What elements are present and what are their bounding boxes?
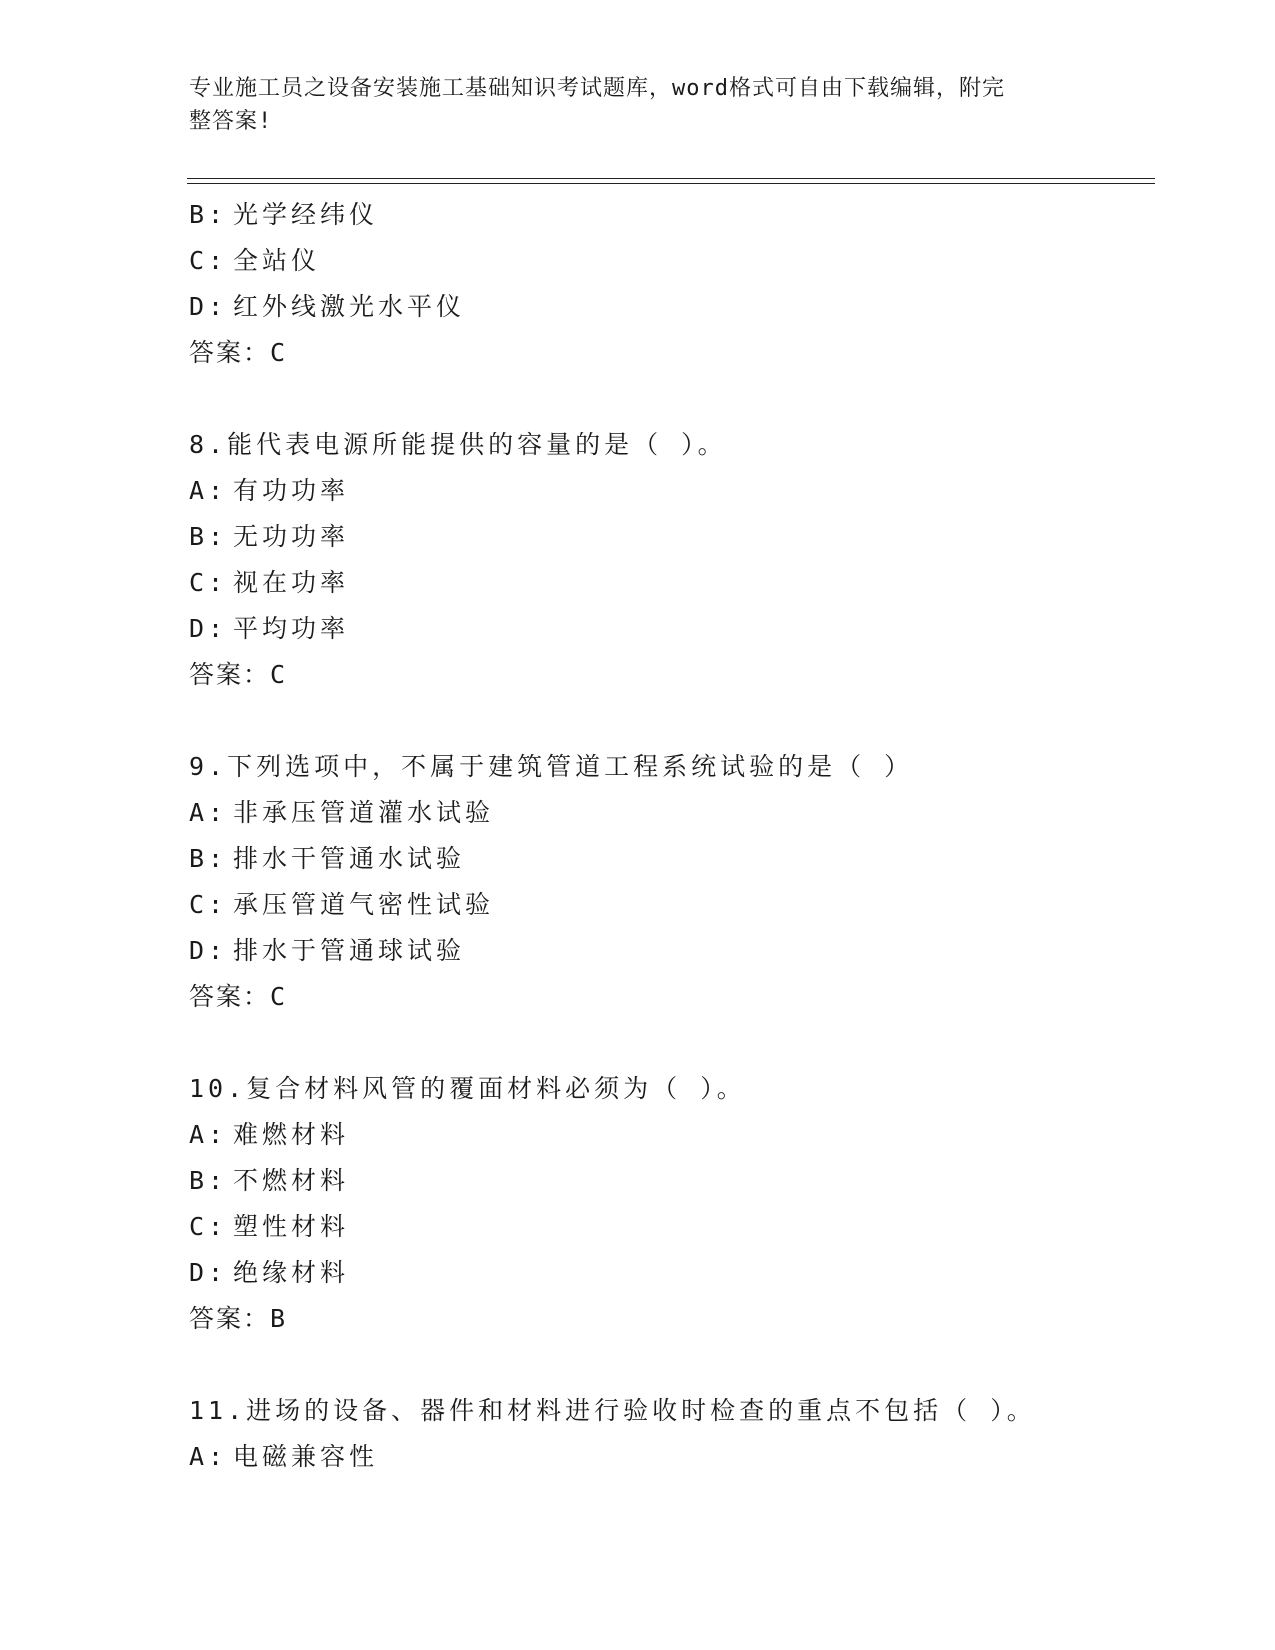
option-text: 有功功率 <box>233 476 350 505</box>
question-stem: 8.能代表电源所能提供的容量的是（ ）。 <box>189 430 727 459</box>
option-line <box>189 1250 1149 1296</box>
option-text: 平均功率 <box>233 614 350 643</box>
question-stem: 10.复合材料风管的覆面材料必须为（ ）。 <box>189 1074 746 1103</box>
option-letter: B: <box>189 522 228 551</box>
option-text: 光学经纬仪 <box>233 200 379 229</box>
option-line <box>189 882 1149 928</box>
answer-line <box>189 974 1149 1020</box>
question-stem: 11.进场的设备、器件和材料进行验收时检查的重点不包括（ ）。 <box>189 1396 1036 1425</box>
answer-value: C <box>270 338 288 367</box>
answer-label: 答案： <box>189 338 271 367</box>
answer-label: 答案： <box>189 982 271 1011</box>
header-divider-top <box>187 178 1155 179</box>
option-text: 不燃材料 <box>233 1166 350 1195</box>
option-letter: C: <box>189 246 228 275</box>
option-line <box>189 928 1149 974</box>
option-letter: D: <box>189 292 228 321</box>
option-line <box>189 1204 1149 1250</box>
option-text: 全站仪 <box>233 246 321 275</box>
option-line <box>189 238 1149 284</box>
answer-value: C <box>270 982 288 1011</box>
question-block <box>189 744 1149 1020</box>
option-line <box>189 1158 1149 1204</box>
option-letter: A: <box>189 1120 228 1149</box>
option-letter: D: <box>189 614 228 643</box>
answer-label: 答案： <box>189 1304 271 1333</box>
option-text: 绝缘材料 <box>233 1258 350 1287</box>
answer-line <box>189 1296 1149 1342</box>
option-letter: D: <box>189 936 228 965</box>
option-text: 承压管道气密性试验 <box>233 890 495 919</box>
question-list <box>189 192 1149 1480</box>
option-line <box>189 836 1149 882</box>
question-block <box>189 422 1149 698</box>
option-text: 无功功率 <box>233 522 350 551</box>
question-block <box>189 1066 1149 1342</box>
question-block <box>189 1388 1149 1480</box>
option-text: 非承压管道灌水试验 <box>233 798 495 827</box>
previous-question-block <box>189 192 1149 376</box>
option-line <box>189 1112 1149 1158</box>
option-letter: C: <box>189 1212 228 1241</box>
option-letter: B: <box>189 844 228 873</box>
option-text: 塑性材料 <box>233 1212 350 1241</box>
option-letter: A: <box>189 798 228 827</box>
option-letter: A: <box>189 1442 228 1471</box>
answer-value: B <box>270 1304 288 1333</box>
option-line <box>189 560 1149 606</box>
option-line <box>189 192 1149 238</box>
question-stem: 9.下列选项中，不属于建筑管道工程系统试验的是（ ） <box>189 752 914 781</box>
answer-line <box>189 652 1149 698</box>
option-line <box>189 790 1149 836</box>
option-line <box>189 606 1149 652</box>
answer-value: C <box>270 660 288 689</box>
option-text: 排水于管通球试验 <box>233 936 466 965</box>
option-text: 难燃材料 <box>233 1120 350 1149</box>
option-text: 红外线激光水平仪 <box>233 292 466 321</box>
header-line-2: 整答案! <box>189 109 273 134</box>
document-header <box>189 72 1069 138</box>
option-line <box>189 284 1149 330</box>
option-letter: C: <box>189 568 228 597</box>
answer-label: 答案： <box>189 660 271 689</box>
option-line <box>189 1434 1149 1480</box>
option-text: 排水干管通水试验 <box>233 844 466 873</box>
option-line <box>189 514 1149 560</box>
option-letter: A: <box>189 476 228 505</box>
option-letter: B: <box>189 200 228 229</box>
option-text: 电磁兼容性 <box>233 1442 379 1471</box>
option-letter: D: <box>189 1258 228 1287</box>
option-line <box>189 468 1149 514</box>
answer-line <box>189 330 1149 376</box>
option-letter: C: <box>189 890 228 919</box>
header-line-1: 专业施工员之设备安装施工基础知识考试题库，word格式可自由下载编辑，附完 <box>189 76 1005 101</box>
option-letter: B: <box>189 1166 228 1195</box>
header-divider-bottom <box>187 183 1155 184</box>
option-text: 视在功率 <box>233 568 350 597</box>
